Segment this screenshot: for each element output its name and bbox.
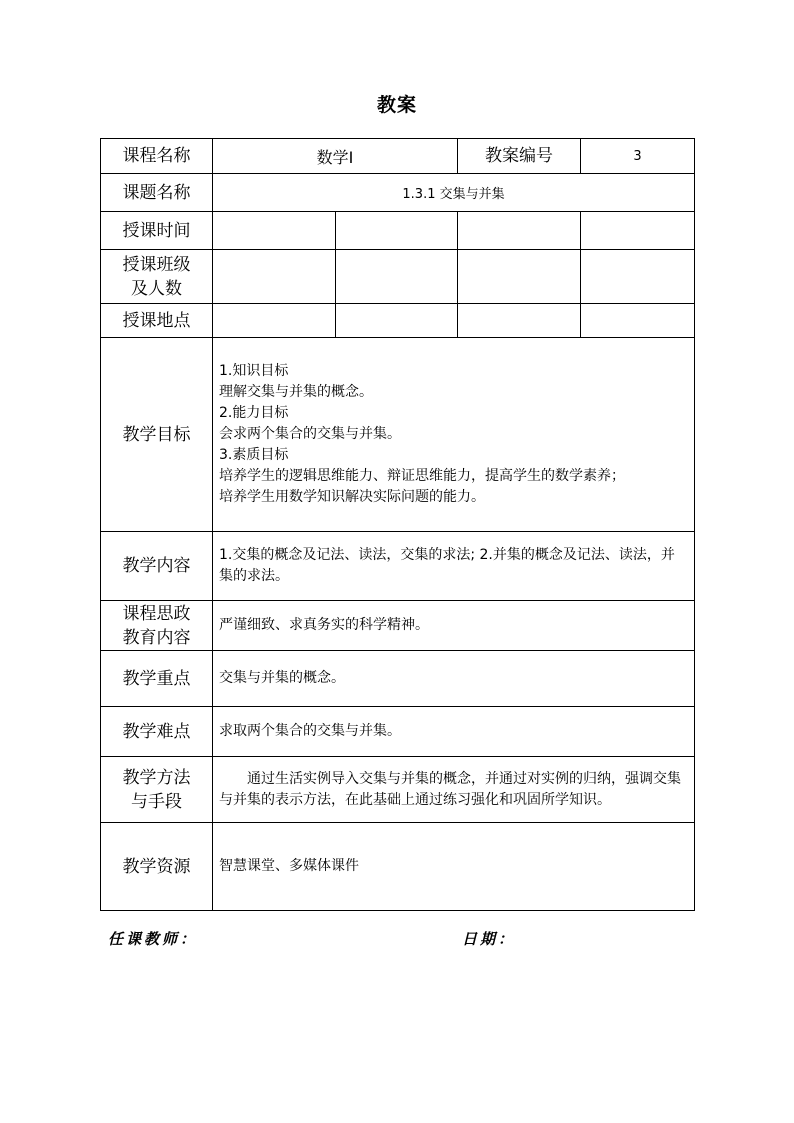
content-label: 教学内容	[101, 532, 213, 601]
row-ideology	[101, 601, 695, 651]
ideology-label-line2: 教育内容	[122, 627, 191, 648]
topic-label: 课题名称	[101, 174, 213, 212]
ideology-label	[101, 601, 213, 651]
row-resources	[101, 823, 695, 911]
objective-line: 2.能力目标	[219, 405, 289, 421]
date-label: 日期：	[462, 930, 517, 948]
teacher-signature-label: 任课教师：	[108, 930, 199, 948]
document-title: 教案	[376, 94, 417, 116]
methods-value: 通过生活实例导入交集与并集的概念，并通过对实例的归纳，强调交集与并集的表示方法，在此基础上通过练习强化和巩固所学知识。	[213, 757, 695, 823]
row-class	[101, 250, 695, 304]
place-cell-2	[336, 304, 458, 338]
topic-value: 1.3.1 交集与并集	[213, 174, 695, 212]
objective-line: 培养学生用数学知识解决实际问题的能力。	[219, 489, 485, 505]
key-points-label: 教学重点	[101, 651, 213, 707]
class-cell-2	[336, 250, 458, 304]
row-content	[101, 532, 695, 601]
course-name-value: 数学Ⅰ	[213, 139, 458, 174]
row-topic	[101, 174, 695, 212]
class-cell-1	[213, 250, 336, 304]
objective-line: 培养学生的逻辑思维能力、辩证思维能力，提高学生的数学素养；	[219, 468, 625, 484]
place-cell-1	[213, 304, 336, 338]
place-cell-4	[581, 304, 695, 338]
ideology-value: 严谨细致、求真务实的科学精神。	[213, 601, 695, 651]
difficulties-label: 教学难点	[101, 707, 213, 757]
ideology-label-line1: 课程思政	[122, 603, 191, 624]
methods-label-line2: 与手段	[131, 791, 182, 812]
objectives-label: 教学目标	[101, 338, 213, 532]
objectives-value	[213, 338, 695, 532]
resources-label: 教学资源	[101, 823, 213, 911]
place-label: 授课地点	[101, 304, 213, 338]
time-label: 授课时间	[101, 212, 213, 250]
row-difficulties	[101, 707, 695, 757]
row-objectives	[101, 338, 695, 532]
plan-number-label: 教案编号	[458, 139, 581, 174]
methods-label	[101, 757, 213, 823]
class-label-line2: 及人数	[131, 278, 182, 299]
time-cell-2	[336, 212, 458, 250]
row-key-points	[101, 651, 695, 707]
plan-number-value: 3	[581, 139, 695, 174]
class-label-line1: 授课班级	[122, 254, 191, 275]
resources-value: 智慧课堂、多媒体课件	[213, 823, 695, 911]
time-cell-4	[581, 212, 695, 250]
objective-line: 1.知识目标	[219, 363, 289, 379]
objective-line: 理解交集与并集的概念。	[219, 384, 373, 400]
row-course	[101, 139, 695, 174]
difficulties-value: 求取两个集合的交集与并集。	[213, 707, 695, 757]
class-label	[101, 250, 213, 304]
methods-label-line1: 教学方法	[122, 767, 191, 788]
time-cell-1	[213, 212, 336, 250]
time-cell-3	[458, 212, 581, 250]
class-cell-3	[458, 250, 581, 304]
lesson-plan-table	[100, 138, 695, 911]
content-value: 1.交集的概念及记法、读法，交集的求法; 2.并集的概念及记法、读法，并集的求法。	[213, 532, 695, 601]
objective-line: 会求两个集合的交集与并集。	[219, 426, 401, 442]
course-name-label: 课程名称	[101, 139, 213, 174]
class-cell-4	[581, 250, 695, 304]
place-cell-3	[458, 304, 581, 338]
row-time	[101, 212, 695, 250]
row-methods	[101, 757, 695, 823]
objective-line: 3.素质目标	[219, 447, 289, 463]
key-points-value: 交集与并集的概念。	[213, 651, 695, 707]
row-place	[101, 304, 695, 338]
